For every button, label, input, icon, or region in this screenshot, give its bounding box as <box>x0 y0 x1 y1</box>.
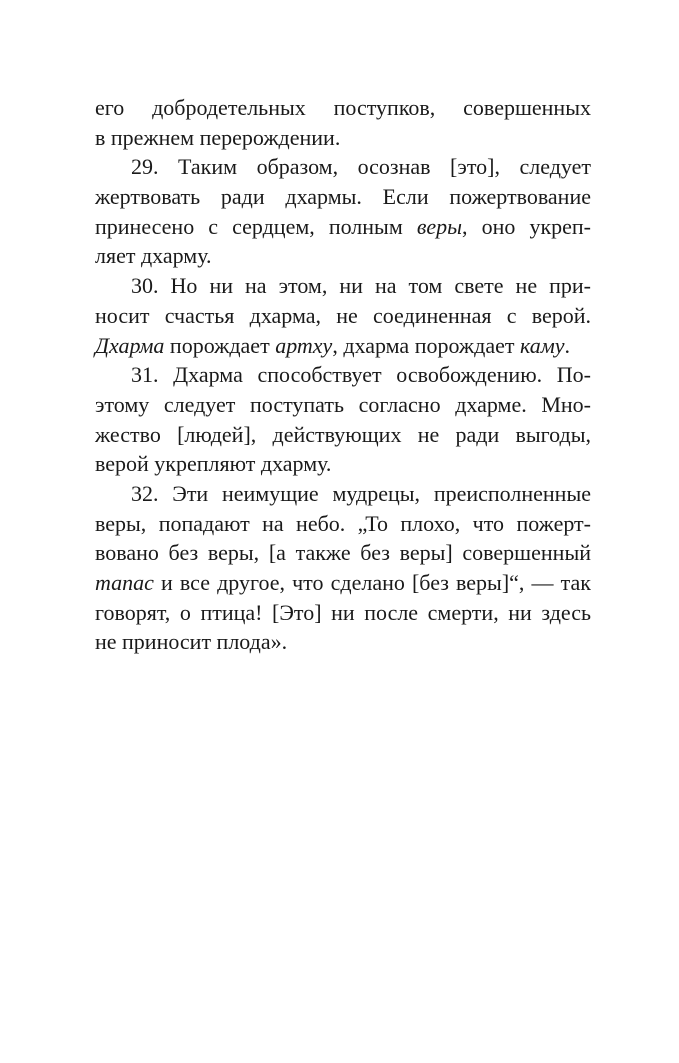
text-segment: верой укрепляют дхарму. <box>95 451 332 477</box>
text-segment: этому следует поступать согласно дхарме. Мно- <box>95 391 591 417</box>
paragraph-continuation <box>95 93 591 152</box>
text-segment: , оно укреп- <box>462 213 591 239</box>
text-segment: веры, попадают на небо. „То плохо, что пожерт- <box>95 510 591 536</box>
paragraph-verse-31 <box>95 360 591 479</box>
text-segment: ляет дхарму. <box>95 243 212 269</box>
italic-term: каму <box>519 332 565 358</box>
text-segment: 30. Но ни на этом, ни на том свете не при- <box>131 273 591 299</box>
text-segment: принесено с сердцем, полным <box>95 213 417 239</box>
text-segment: говорят, о птица! [Это] ни после смерти, ни здесь <box>95 599 591 625</box>
text-segment: порождает <box>164 332 276 358</box>
paragraph-verse-29 <box>95 152 591 271</box>
text-segment: 32. Эти неимущие мудрецы, преисполненные <box>131 480 591 506</box>
text-segment: , дхарма порождает <box>332 332 520 358</box>
text-line <box>95 123 591 153</box>
text-line <box>95 360 591 390</box>
text-segment: в прежнем перерождении. <box>95 124 341 150</box>
italic-term: тапас <box>95 570 154 595</box>
text-line <box>95 568 591 598</box>
text-line <box>95 152 591 182</box>
text-segment: 29. Таким образом, осознав [это], следует <box>131 154 591 180</box>
italic-term: Дхарма <box>95 332 165 358</box>
text-line <box>95 420 591 450</box>
text-line <box>95 479 591 509</box>
text-line <box>95 212 591 242</box>
italic-term: артху <box>275 332 333 358</box>
text-segment: 31. Дхарма способствует освобождению. По- <box>131 362 591 388</box>
text-line <box>95 331 591 361</box>
text-line <box>95 182 591 212</box>
text-segment: . <box>564 332 571 358</box>
text-segment: жество [людей], действующих не ради выгоды, <box>95 421 591 447</box>
text-line <box>95 538 591 568</box>
italic-term: веры <box>416 213 463 239</box>
text-line <box>95 627 591 657</box>
text-segment: носит счастья дхарма, не соединенная с верой. <box>95 302 591 328</box>
text-line <box>95 271 591 301</box>
text-segment: жертвовать ради дхармы. Если пожертвование <box>95 184 591 210</box>
paragraph-verse-30 <box>95 271 591 360</box>
text-segment: его добродетельных поступков, совершенных <box>95 95 591 120</box>
text-line <box>95 241 591 271</box>
text-line <box>95 93 591 123</box>
text-line <box>95 598 591 628</box>
text-segment: не приносит плода». <box>95 629 288 655</box>
text-line <box>95 449 591 479</box>
text-segment: и все другое, что сделано [без веры]“, — так <box>153 570 591 595</box>
text-line <box>95 301 591 331</box>
text-line <box>95 509 591 539</box>
paragraph-verse-32 <box>95 479 591 657</box>
text-line <box>95 390 591 420</box>
text-segment: вовано без веры, [а также без веры] совершенный <box>95 540 591 566</box>
text-column <box>95 93 591 657</box>
